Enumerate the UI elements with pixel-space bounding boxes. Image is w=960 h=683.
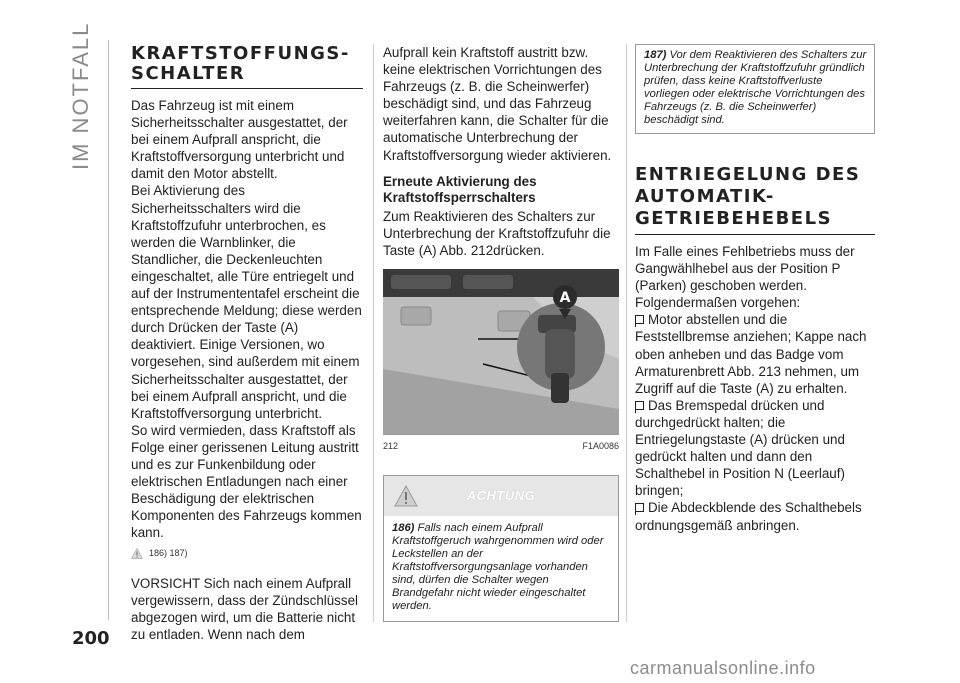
heading-block	[635, 164, 875, 235]
warning-187	[635, 44, 875, 134]
step-text: Motor abstellen und die Feststellbremse anziehen; Kappe nach oben anheben und das Badge vom Armaturenbrett Abb. 213 nehmen, um Zugriff auf die Taste (A) zu erhalten.	[635, 312, 867, 396]
warning-text: Vor dem Reaktivieren des Schalters zur Unterbrechung der Kraftstoffzufuhr gründlich prüfen, dass keine Kraftstoffverluste vorliegen oder elektrische Vorrichtungen des Fahrzeugs (z. B. die Scheinwerfer) beschädigt sind.	[644, 49, 867, 126]
bullet-icon	[635, 315, 644, 324]
column-divider	[373, 44, 374, 622]
paragraph: So wird vermieden, dass Kraftstoff als Folge einer gerissenen Leitung austritt und es zur Funkenbildung oder elektrischen Entladungen nach einer Beschädigung der elektrischen Komponenten des Fahrzeugs kommen kann.	[131, 422, 362, 541]
warning-186	[384, 516, 618, 621]
figure-image	[383, 269, 619, 435]
bullet-icon	[635, 401, 644, 410]
fuel-cutoff-switch-photo	[383, 269, 619, 434]
figure-number: 212	[383, 440, 399, 451]
warning-number: 187)	[644, 49, 667, 61]
warning-number: 186)	[392, 522, 415, 535]
column-divider	[626, 44, 627, 622]
section-divider	[108, 40, 109, 620]
paragraph: Im Falle eines Fehlbetriebs muss der Gangwählhebel aus der Position P (Parken) geschoben werden. Folgendermaßen vorgehen:	[635, 244, 855, 311]
paragraph: Das Fahrzeug ist mit einem Sicherheitsschalter ausgestattet, der bei einem Aufprall anspricht, die Kraftstoffversorgung unterbricht und damit den Motor abstellt.	[131, 98, 348, 182]
step-text: Das Bremspedal drücken und durchgedrückt halten; die Entriegelungstaste (A) drücken und gedrückt halten und dann den Schalthebel in Position N (Leerlauf) bringen;	[635, 397, 845, 499]
column-1	[131, 44, 363, 643]
column-2	[383, 44, 619, 622]
paragraph: Aufprall kein Kraftstoff austritt bzw. keine elektrischen Vorrichtungen des Fahrzeugs (z. B. die Scheinwerfer) beschädigt sind, und das Fahrzeug weiterfahren kann, die Schalter für die automatische Unterbrechung der Kraftstoffversorgung wieder aktivieren.	[383, 45, 612, 163]
section-title: IM NOTFALL	[68, 21, 93, 170]
watermark: carmanualsonline.info	[630, 658, 816, 678]
heading-gear-lever-release: ENTRIEGELUNG DES AUTOMATIK-GETRIEBEHEBELS	[635, 164, 875, 235]
warning-box	[383, 475, 619, 622]
paragraph: Zum Reaktivieren des Schalters zur Unterbrechung der Kraftstoffzufuhr die Taste (A) Abb. 212drücken.	[383, 208, 611, 258]
warning-title: ACHTUNG	[466, 488, 536, 504]
callout-label: A	[559, 289, 571, 306]
column-3	[635, 44, 875, 534]
heading-fuel-cutoff: KRAFTSTOFFUNGS-SCHALTER	[131, 44, 363, 89]
bullet-icon	[635, 503, 644, 512]
list-item	[635, 311, 875, 396]
paragraph: VORSICHT Sich nach einem Aufprall vergewissern, dass der Zündschlüssel abgezogen wird, um die Batterie nicht zu entladen. Wenn nach dem	[131, 575, 359, 642]
step-text: Die Abdeckblende des Schalthebels ordnungsgemäß anbringen.	[635, 500, 862, 533]
subheading-reactivation: Erneute Aktivierung des Kraftstoffsperrschalters	[383, 173, 537, 205]
figure-caption	[383, 438, 619, 455]
page-number: 200	[72, 628, 110, 649]
warning-references	[131, 545, 363, 562]
warning-text: Falls nach einem Aufprall Kraftstoffgeruch wahrgenommen wird oder Leckstellen an der Kraftstoffversorgungsanlage vorhanden sind, dürfen die Schalter wegen Brandgefahr nicht wieder eingeschaltet werden.	[392, 522, 604, 613]
figure-212	[383, 269, 619, 455]
warning-triangle-icon	[131, 548, 143, 559]
list-item	[635, 499, 875, 533]
figure-code: F1A0086	[582, 440, 619, 451]
paragraph: Bei Aktivierung des Sicherheitsschalters wird die Kraftstoffzufuhr unterbrochen, es werden die Warnblinker, die Standlicher, die Deckenleuchten eingeschaltet, alle Türe entriegelt und auf der Instrumententafel erscheint die entsprechende Meldung; diese werden durch Drücken der Taste (A) deaktiviert. Einige Versionen, wo vorgesehen, sind außerdem mit einem Sicherheitsschalter ausgestattet, der bei einem Aufprall anspricht, und die Kraftstoffversorgung unterbricht.	[131, 183, 362, 421]
warning-reference-numbers: 186) 187)	[149, 548, 188, 559]
warning-header	[384, 476, 618, 516]
list-item	[635, 397, 875, 500]
